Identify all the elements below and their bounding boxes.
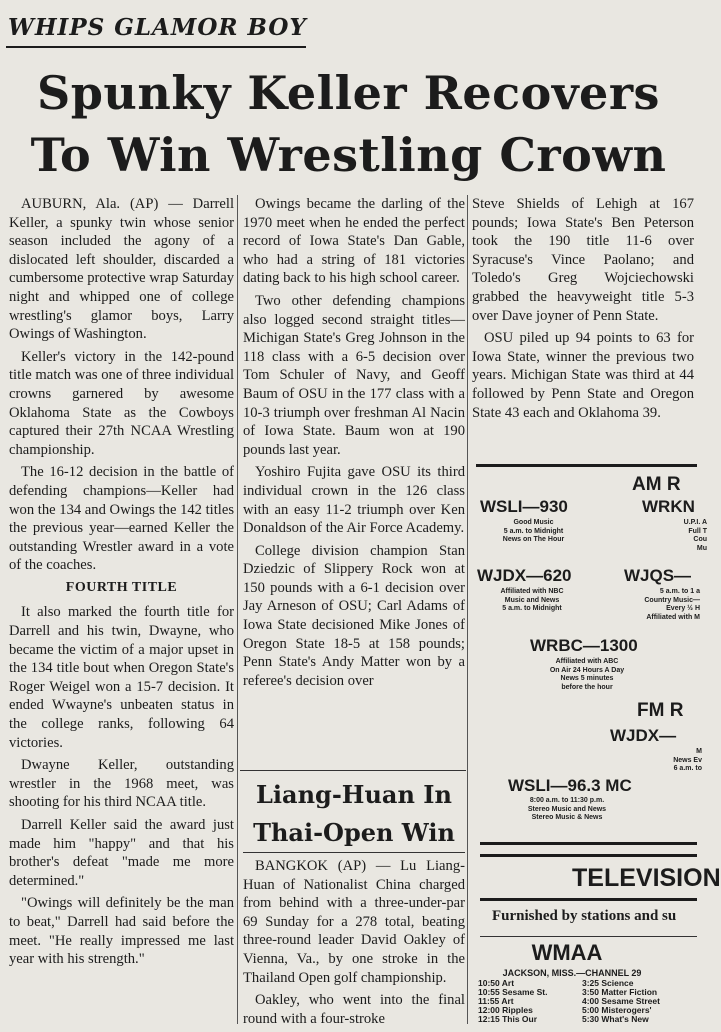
fm-radio-title: FM R [637, 700, 684, 721]
radio-listings [472, 462, 707, 842]
main-headline-line2: To Win Wrestling Crown [30, 128, 667, 182]
schedule-item: 12:15 This Our [478, 1014, 538, 1024]
tv-channel-line: JACKSON, MISS.—CHANNEL 29 [502, 968, 642, 978]
paragraph: It also marked the fourth title for Darrell and his twin, Dwayne, who became the victim of a major upset in the 134 title bout when Oregon State's Roger Weigel won a 15-7 decision. It ended Wwayne's unbeaten status in the college ranks, following 64 victories. [9, 604, 234, 751]
station-wsli-fm: WSLI—96.3 MC [508, 776, 632, 795]
paragraph: Dwayne Keller, outstanding wrestler in the 1968 meet, was shooting for his third NCAA title. [9, 757, 234, 811]
story-column-2 [243, 195, 465, 694]
station-note: 5 a.m. to 1 a Country Music— Every ½ H Affiliated with M [644, 588, 700, 621]
station-wjdx-fm: WJDX— [610, 726, 677, 745]
schedule-item: 5:30 What's New [582, 1014, 649, 1024]
station-wjqs: WJQS— [624, 566, 692, 585]
schedule-item: 3:50 Matter Fiction [582, 987, 658, 997]
secondary-story-body [243, 857, 465, 1032]
kicker-headline: WHIPS GLAMOR BOY [8, 14, 307, 41]
tv-schedule-left [478, 979, 547, 1024]
television-title: TELEVISION [572, 864, 721, 892]
story-column-1 [9, 195, 234, 973]
schedule-item: 10:50 Art [478, 978, 515, 988]
paragraph: Darrell Keller said the award just made him "happy" and that his brother's defeat "made me more determined." [9, 817, 234, 889]
schedule-item: 10:55 Sesame St. [478, 987, 548, 997]
tv-station-wmaa: WMAA [531, 940, 603, 965]
am-radio-title: AM R [632, 474, 681, 495]
rule [480, 842, 697, 845]
schedule-item: 4:00 Sesame Street [582, 996, 660, 1006]
station-note: 8:00 a.m. to 11:30 p.m. Stereo Music and News Stereo Music & News [527, 797, 607, 821]
paragraph: Steve Shields of Lehigh at 167 pounds; Iowa State's Ben Peterson took the 190 title 11-6 over Syracuse's Vince Paolano; and Toledo's Greg Wojciechowski grabbed the heavyweight title 5-3 over Dave joyner of Penn State. [472, 196, 694, 324]
headline-underline [243, 852, 465, 853]
schedule-item: 5:00 Misterogers' [582, 1005, 652, 1015]
station-note: M News Ev 6 a.m. to [673, 748, 702, 772]
story-column-3 [472, 195, 694, 426]
schedule-item: 11:55 Art [478, 996, 514, 1006]
secondary-headline-line2: Thai-Open Win [253, 818, 455, 847]
paragraph: AUBURN, Ala. (AP) — Darrell Keller, a spunky twin whose senior season included the agony of a dislocated left shoulder, discarded a cumbersome protective wrap Saturday night and whipped one of college wrestling's glamor boys, Larry Owings of Washington. [9, 196, 234, 343]
schedule-item: 12:00 Ripples [478, 1005, 533, 1015]
furnished-note: Furnished by stations and su [492, 908, 677, 924]
rule [480, 854, 697, 857]
paragraph: OSU piled up 94 points to 63 for Iowa State, winner the previous two years. Michigan State was third at 44 followed by Penn State and Oregon State 43 each and Oklahoma 39. [472, 330, 694, 421]
rule [480, 936, 697, 937]
rule [480, 898, 697, 901]
paragraph: The 16-12 decision in the battle of defending champions—Keller had won the 134 and Owings the 142 titles the previous year—earned Keller the outstanding Wrestler award in a vote of the coaches. [9, 464, 234, 574]
column-divider-1 [237, 195, 238, 1024]
secondary-headline [243, 776, 465, 852]
tv-schedule-right [582, 979, 660, 1024]
station-wjdx: WJDX—620 [477, 566, 572, 585]
station-note: Affiliated with ABC On Air 24 Hours A Day News 5 minutes before the hour [549, 658, 625, 691]
station-note: U.P.I. A Full T Cou Mu [683, 519, 707, 552]
station-note: Affiliated with NBC Music and News 5 a.m. to Midnight [500, 588, 564, 612]
paragraph: Oakley, who went into the final round with a four-stroke [243, 992, 465, 1027]
rule [476, 464, 697, 467]
column-divider-2 [467, 195, 468, 1024]
station-wsli: WSLI—930 [480, 497, 568, 516]
subhead: FOURTH TITLE [65, 579, 178, 595]
paragraph: BANGKOK (AP) — Lu Liang-Huan of Nationalist China charged from behind with a three-under-par 69 Sunday for a 278 total, beating three-round leader David Oakley of Vienna, Va., by one stroke in the Thailand Open golf championship. [243, 858, 465, 986]
station-wrbc: WRBC—1300 [530, 636, 638, 655]
paragraph: "Owings will definitely be the man to beat," Darrell had said before the meet. "He really impressed me last year with his strength." [9, 895, 234, 968]
kicker-underline [6, 46, 306, 48]
secondary-headline-line1: Liang-Huan In [256, 780, 452, 809]
paragraph: College division champion Stan Dziedzic of Slippery Rock won at 150 pounds with a 6-1 decision over Jay Arneson of OSU; Carl Adams of Iowa State decisioned Mike Jones of Oregon State 18-5 at 158 pounds; Penn State's Andy Matter won by a referee's decision over [243, 542, 465, 689]
paragraph: Keller's victory in the 142-pound title match was one of three individual crowns garnered by awesome Oklahoma State as the Cowboys captured their 27th NCAA Wrestling championship. [9, 348, 234, 458]
station-note: Good Music 5 a.m. to Midnight News on The Hour [502, 519, 565, 543]
story-separator [240, 770, 466, 771]
station-wrkn: WRKN [642, 497, 695, 516]
schedule-item: 3:25 Science [582, 978, 634, 988]
paragraph: Yoshiro Fujita gave OSU its third individual crown in the 126 class with an easy 11-2 triumph over Ken Donaldson of the Air Force Academy. [243, 464, 465, 537]
main-headline-line1: Spunky Keller Recovers [37, 66, 660, 120]
paragraph: Owings became the darling of the 1970 meet when he ended the perfect record of Iowa State's Dan Gable, who had a string of 181 victories dating back to his high school career. [243, 196, 465, 287]
television-listings [472, 842, 721, 1024]
paragraph: Two other defending champions also logged second straight titles—Michigan State's Greg Johnson in the 118 class with a 6-5 decision over Tom Schuler of Navy, and Geoff Baum of OSU in the 177 class with a 10-3 triumph over freshman Al Nacin of Iowa State. Baum won at 190 pounds last year. [243, 292, 465, 458]
